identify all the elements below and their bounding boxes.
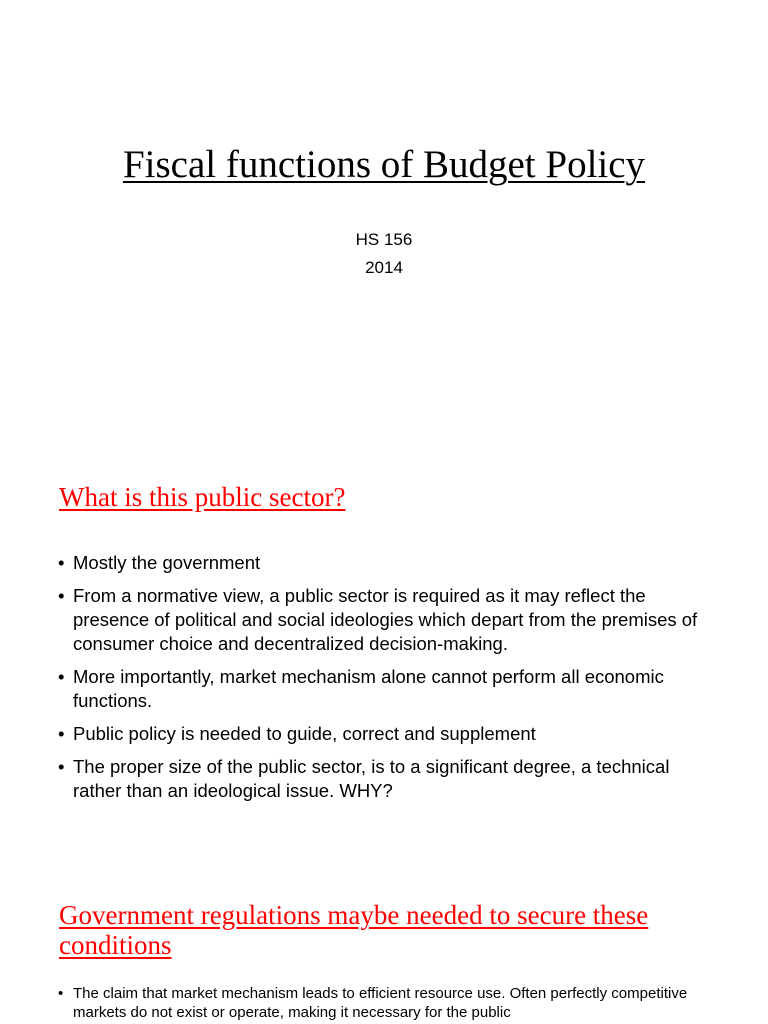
bullet-icon: • [58, 756, 65, 777]
list-item-text: From a normative view, a public sector is required as it may reflect the presence of political and social ideologies which depart from the premises of consumer choice and decentralized decision-making. [73, 585, 698, 654]
section-heading-regulations: Government regulations maybe needed to secure these conditions [59, 900, 649, 960]
list-item [58, 584, 718, 656]
list-item [58, 984, 718, 1022]
list-item [58, 722, 718, 746]
bullet-icon: • [58, 552, 65, 573]
slide-government-regulations [0, 864, 768, 1024]
bullet-icon: • [58, 985, 64, 1002]
list-item [58, 551, 718, 575]
section-heading-public-sector: What is this public sector? [59, 482, 346, 512]
list-item-text: Public policy is needed to guide, correct and supplement [73, 723, 536, 744]
slide-title [0, 0, 768, 432]
year-label: 2014 [365, 258, 403, 277]
list-item-text: The proper size of the public sector, is to a significant degree, a technical rather than an ideological issue. WHY? [73, 756, 670, 801]
list-item-text: More importantly, market mechanism alone cannot perform all economic functions. [73, 666, 664, 711]
bullet-list [58, 551, 718, 812]
bullet-icon: • [58, 723, 65, 744]
bullet-list [58, 984, 718, 1022]
course-code: HS 156 [355, 230, 413, 249]
slide-public-sector [0, 432, 768, 864]
page-title: Fiscal functions of Budget Policy [122, 143, 646, 186]
list-item [58, 755, 718, 803]
list-item [58, 665, 718, 713]
bullet-icon: • [58, 666, 65, 687]
bullet-icon: • [58, 585, 65, 606]
list-item-text: Mostly the government [73, 552, 261, 573]
list-item-text: The claim that market mechanism leads to efficient resource use. Often perfectly competitive markets do not exist or operate, making it necessary for the public [73, 985, 688, 1021]
